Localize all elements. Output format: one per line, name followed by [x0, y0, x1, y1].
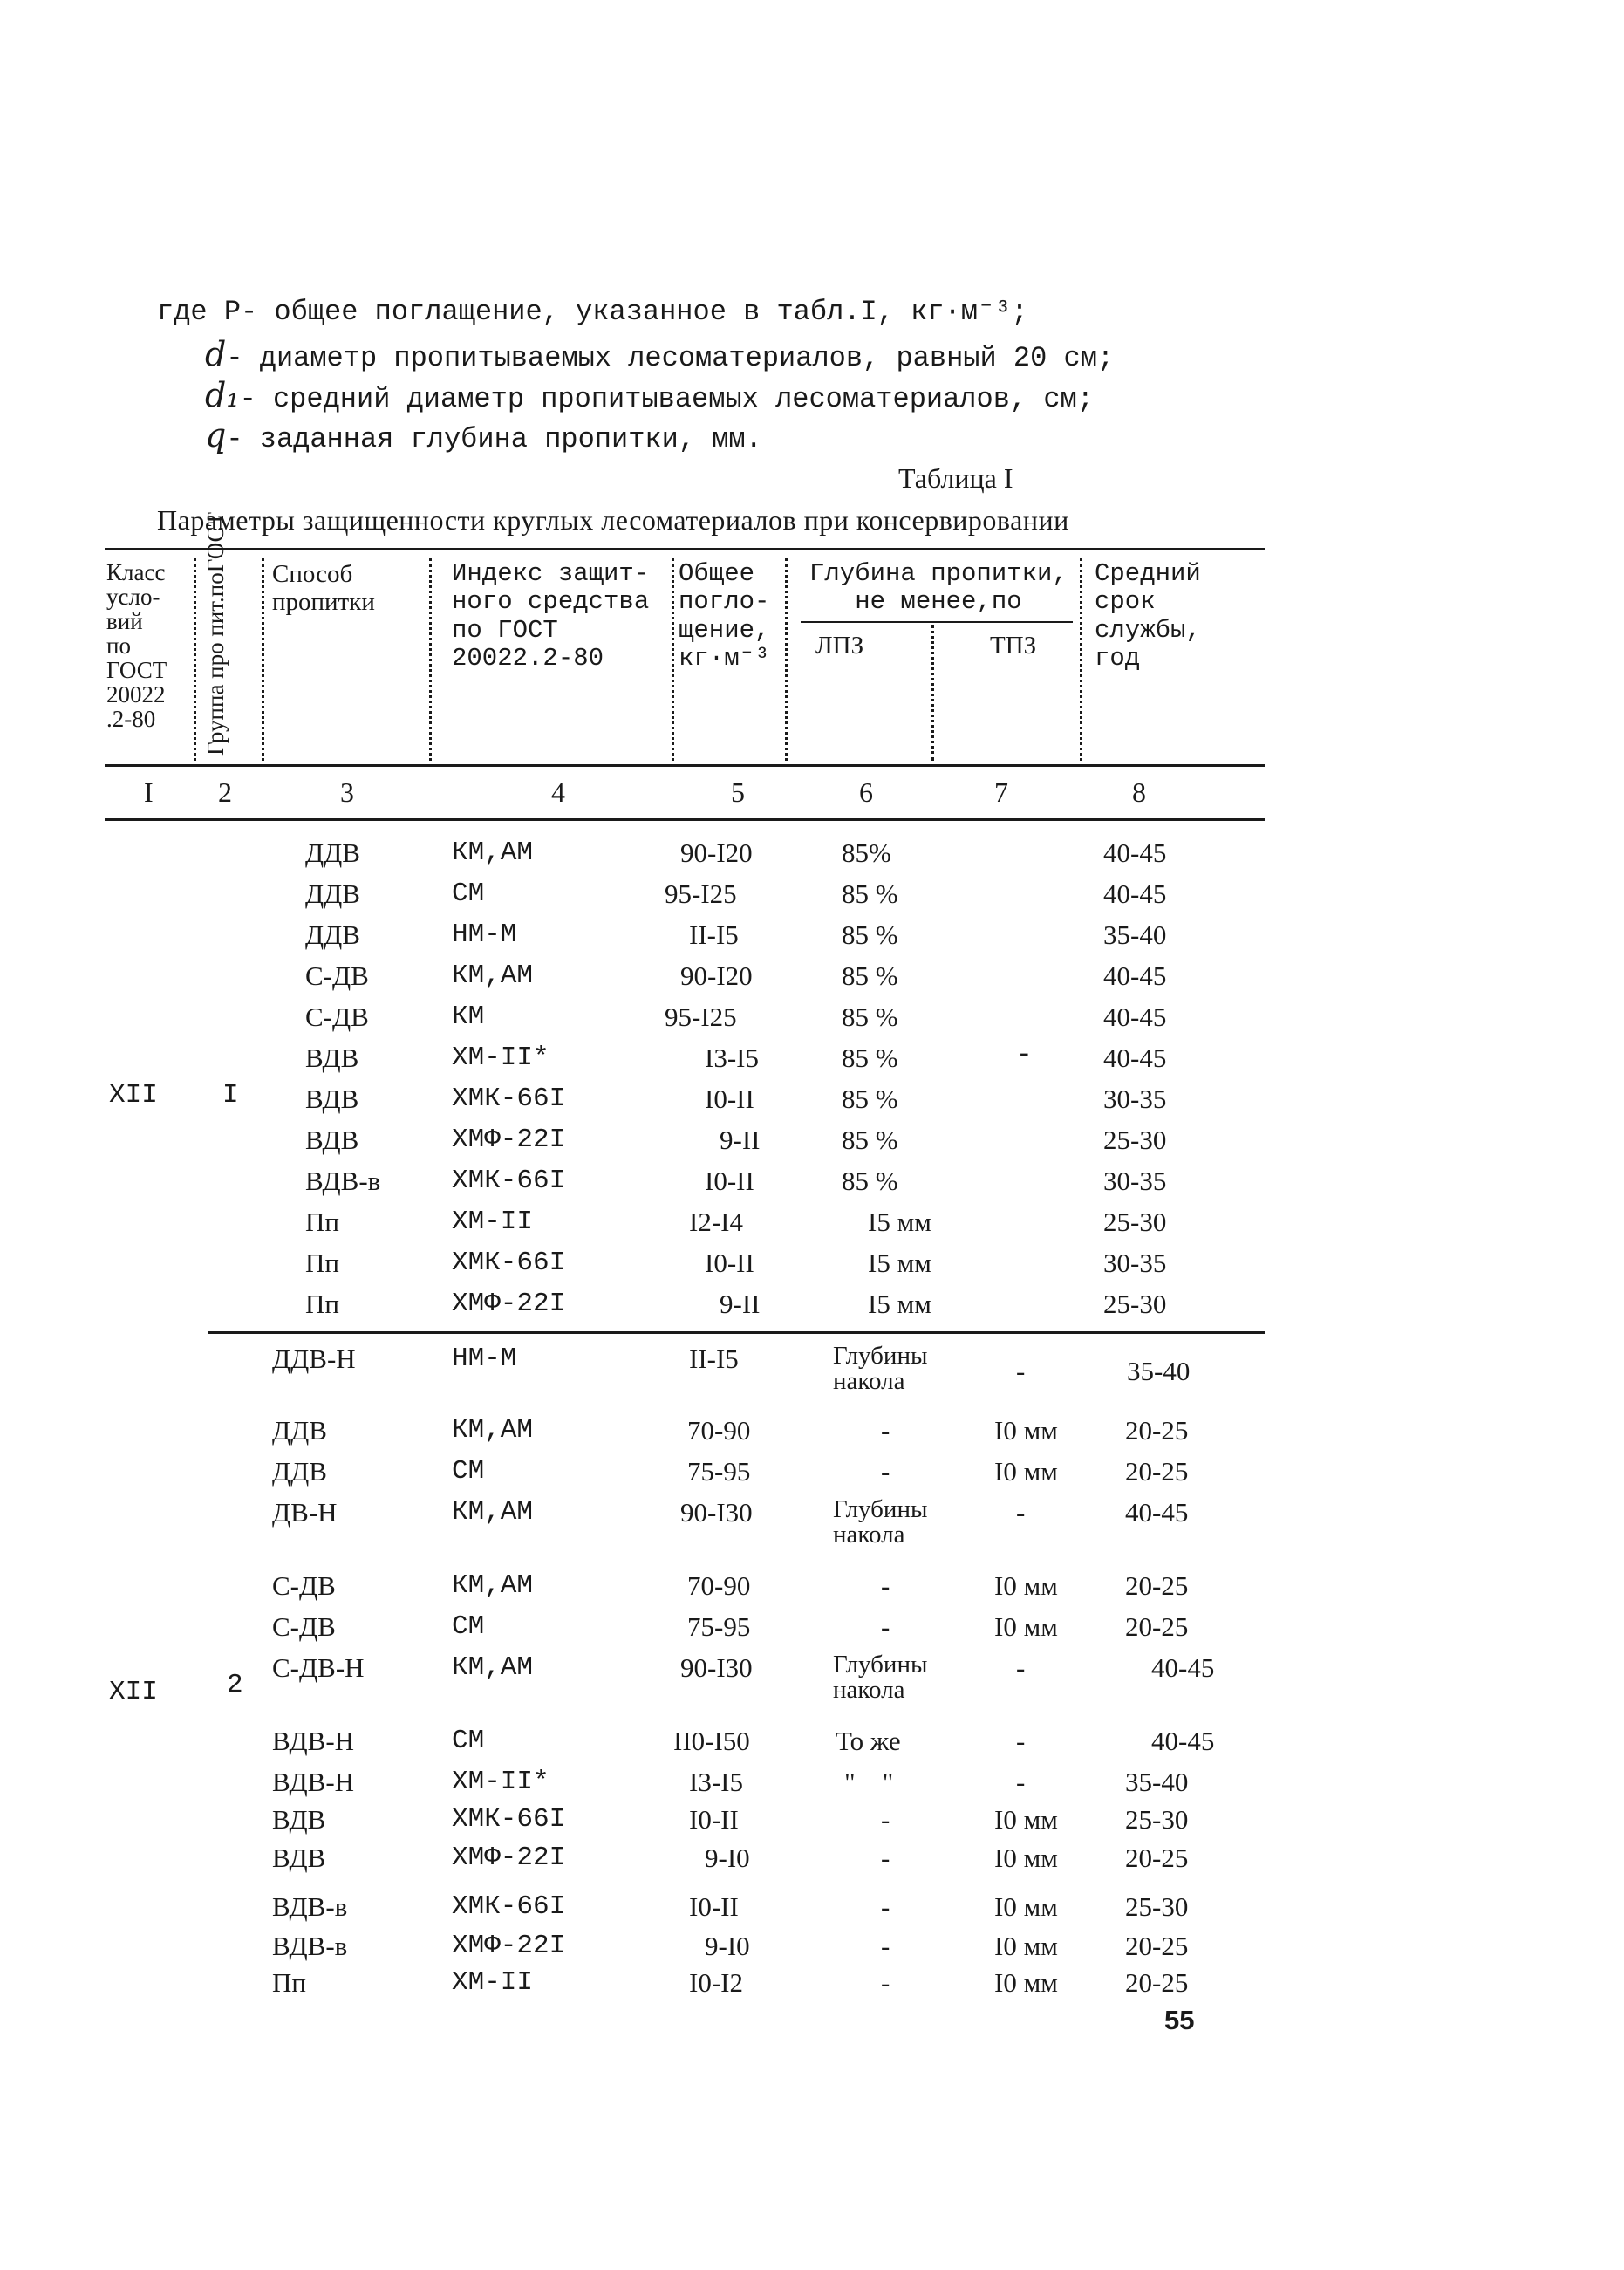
group1-tpz-dash: - — [1016, 1040, 1033, 1070]
colnum-7: 7 — [994, 776, 1008, 808]
cell-life: 25-30 — [1125, 1804, 1189, 1835]
table-row — [0, 1931, 1265, 1966]
cell-life: 35-40 — [1125, 1767, 1189, 1797]
vsep-2 — [262, 558, 264, 761]
vsep-3 — [429, 558, 432, 761]
table-row — [0, 1967, 1265, 2002]
cell-life: 25-30 — [1103, 1125, 1167, 1155]
cell-lpz: 85 % — [842, 1084, 898, 1114]
cell-index: ХМ-II — [452, 1967, 534, 1998]
vsep-7 — [1080, 558, 1082, 761]
cell-lpz: - — [881, 1456, 890, 1487]
cell-method: С-ДВ — [272, 1611, 336, 1642]
cell-life: 40-45 — [1103, 1043, 1167, 1073]
colnum-4: 4 — [551, 776, 565, 808]
table-row — [0, 1084, 1265, 1118]
table-row — [0, 1891, 1265, 1926]
header-class: Класс усло- вий по ГОСТ 20022 .2-80 — [106, 559, 167, 733]
legend-text-3: - средний диаметр пропитываемых лесоматериалов, см; — [239, 383, 1094, 415]
cell-lpz: 85 % — [842, 1166, 898, 1196]
cell-lpz: Глубины накола — [833, 1495, 928, 1549]
cell-lpz: I5 мм — [868, 1289, 931, 1319]
cell-absorption: I0-II — [705, 1248, 754, 1278]
colnum-5: 5 — [731, 776, 745, 808]
cell-index: ХМФ-22I — [452, 1931, 566, 1961]
cell-absorption: II0-I50 — [673, 1726, 750, 1756]
cell-life: 30-35 — [1103, 1084, 1167, 1114]
page-number: 55 — [1164, 2005, 1195, 2035]
cell-method: ВДВ — [272, 1843, 326, 1873]
cell-lpz: Глубины накола — [833, 1651, 928, 1704]
table-title: Параметры защищенности круглых лесоматериалов при консервировании — [157, 504, 1069, 536]
table-row — [0, 1043, 1265, 1077]
colnum-6: 6 — [859, 776, 873, 808]
cell-absorption: 9-II — [720, 1125, 761, 1155]
cell-lpz: - — [881, 1843, 890, 1873]
cell-life: 40-45 — [1125, 1497, 1189, 1528]
table-row — [0, 1652, 1265, 1713]
cell-life: 20-25 — [1125, 1967, 1189, 1998]
cell-lpz: - — [881, 1804, 890, 1835]
cell-absorption: I3-I5 — [705, 1043, 759, 1073]
cell-method: ДВ-Н — [272, 1497, 338, 1528]
header-group: Группа про пит.поГОСТ — [202, 511, 229, 756]
numbers-bottom-rule — [105, 818, 1265, 821]
table-row — [0, 920, 1265, 954]
cell-life: 30-35 — [1103, 1248, 1167, 1278]
table-row — [0, 1207, 1265, 1241]
cell-tpz: - — [1016, 1652, 1026, 1683]
header-method: Способ пропитки — [272, 560, 375, 617]
cell-absorption: I3-I5 — [689, 1767, 743, 1797]
cell-method: ДДВ — [305, 838, 360, 868]
cell-life: 35-40 — [1127, 1356, 1191, 1386]
cell-life: 20-25 — [1125, 1415, 1189, 1446]
cell-method: ВДВ-в — [272, 1891, 348, 1922]
cell-index: ХМ-II — [452, 1207, 534, 1237]
cell-index: КМ,АМ — [452, 1497, 534, 1528]
cell-life: 20-25 — [1125, 1570, 1189, 1601]
cell-lpz: - — [881, 1570, 890, 1601]
cell-life: 40-45 — [1151, 1726, 1215, 1756]
cell-index: ХМ-II* — [452, 1043, 549, 1073]
cell-lpz: Глубины накола — [833, 1342, 928, 1395]
cell-lpz: I5 мм — [868, 1207, 931, 1237]
cell-life: 40-45 — [1103, 879, 1167, 909]
legend-line-1 — [157, 297, 1028, 329]
colnum-2: 2 — [218, 776, 232, 808]
cell-method: ВДВ — [305, 1084, 359, 1114]
vsep-1 — [194, 558, 196, 761]
group2-group: 2 — [227, 1670, 243, 1700]
table-top-rule — [105, 548, 1265, 550]
cell-absorption: 75-95 — [687, 1611, 751, 1642]
table-row — [0, 1289, 1265, 1323]
cell-tpz: I0 мм — [994, 1456, 1058, 1487]
cell-absorption: 9-I0 — [705, 1931, 750, 1961]
cell-tpz: - — [1016, 1726, 1026, 1756]
header-lpz: ЛПЗ — [815, 632, 864, 660]
table-label: Таблица I — [898, 462, 1013, 494]
table-row — [0, 838, 1265, 872]
cell-method: ДДВ — [272, 1456, 327, 1487]
cell-method: С-ДВ — [305, 961, 369, 991]
cell-lpz: - — [881, 1967, 890, 1998]
table-row — [0, 1611, 1265, 1646]
cell-tpz: I0 мм — [994, 1611, 1058, 1642]
cell-absorption: 90-I20 — [680, 961, 753, 991]
cell-absorption: II-I5 — [689, 920, 739, 950]
vsep-4 — [672, 558, 674, 761]
cell-lpz: I5 мм — [868, 1248, 931, 1278]
cell-tpz: - — [1016, 1767, 1026, 1797]
legend-symbol-q: q — [205, 416, 227, 455]
cell-index: ХМФ-22I — [452, 1843, 566, 1873]
colnum-1: I — [144, 776, 154, 808]
colnum-8: 8 — [1132, 776, 1146, 808]
table-row — [0, 1456, 1265, 1491]
cell-lpz: 85 % — [842, 1043, 898, 1073]
cell-life: 25-30 — [1125, 1891, 1189, 1922]
depth-subheader-rule — [801, 621, 1073, 623]
cell-index: НМ-М — [452, 1344, 517, 1374]
legend-text-1: общее поглащение, указанное в табл.I, кг·м⁻³; — [274, 296, 1028, 328]
group1-group: I — [222, 1080, 239, 1111]
cell-index: СМ — [452, 1726, 485, 1756]
cell-method: Пп — [305, 1289, 339, 1319]
cell-tpz: - — [1016, 1356, 1026, 1386]
table-row — [0, 1415, 1265, 1450]
cell-method: Пп — [305, 1207, 339, 1237]
cell-index: КМ,АМ — [452, 838, 534, 868]
cell-index: ХМК-66I — [452, 1891, 566, 1922]
cell-life: 40-45 — [1103, 961, 1167, 991]
cell-absorption: 95-I25 — [665, 879, 737, 909]
cell-lpz: - — [881, 1611, 890, 1642]
cell-absorption: 70-90 — [687, 1415, 751, 1446]
cell-lpz: 85 % — [842, 1002, 898, 1032]
cell-absorption: 9-I0 — [705, 1843, 750, 1873]
legend-line-2 — [205, 336, 1114, 375]
header-index: Индекс защит- ного средства по ГОСТ 20022.2-80 — [452, 559, 650, 673]
cell-tpz: I0 мм — [994, 1804, 1058, 1835]
cell-absorption: 70-90 — [687, 1570, 751, 1601]
cell-lpz: - — [881, 1931, 890, 1961]
cell-method: ВДВ — [305, 1043, 359, 1073]
cell-lpz: - — [881, 1891, 890, 1922]
cell-method: Пп — [272, 1967, 306, 1998]
cell-method: ВДВ-Н — [272, 1726, 355, 1756]
cell-method: Пп — [305, 1248, 339, 1278]
cell-life: 20-25 — [1125, 1843, 1189, 1873]
table-row — [0, 1570, 1265, 1605]
cell-life: 20-25 — [1125, 1611, 1189, 1642]
cell-life: 20-25 — [1125, 1931, 1189, 1961]
cell-absorption: 95-I25 — [665, 1002, 737, 1032]
cell-tpz: I0 мм — [994, 1843, 1058, 1873]
table-row — [0, 961, 1265, 995]
cell-lpz: 85% — [842, 838, 891, 868]
legend-text-4: - заданная глубина пропитки, мм. — [226, 423, 762, 455]
legend-symbol-d1: d₁ — [205, 376, 240, 414]
cell-index: ХМК-66I — [452, 1248, 566, 1278]
cell-method: С-ДВ — [305, 1002, 369, 1032]
cell-index: СМ — [452, 879, 485, 909]
cell-lpz: То же — [836, 1726, 901, 1756]
cell-lpz: 85 % — [842, 961, 898, 991]
cell-method: С-ДВ-Н — [272, 1652, 365, 1683]
cell-index: ХМК-66I — [452, 1166, 566, 1196]
cell-tpz: I0 мм — [994, 1891, 1058, 1922]
cell-absorption: I0-II — [705, 1084, 754, 1114]
cell-life: 25-30 — [1103, 1207, 1167, 1237]
legend-text-2: - диаметр пропитываемых лесоматериалов, равный 20 см; — [226, 342, 1115, 374]
cell-absorption: I0-II — [705, 1166, 754, 1196]
cell-method: ДДВ — [305, 920, 360, 950]
cell-life: 40-45 — [1103, 838, 1167, 868]
cell-life: 20-25 — [1125, 1456, 1189, 1487]
table-row — [0, 879, 1265, 913]
cell-absorption: I0-II — [689, 1804, 739, 1835]
cell-absorption: I2-I4 — [689, 1207, 743, 1237]
cell-lpz: - — [881, 1415, 890, 1446]
cell-lpz: " " — [844, 1767, 894, 1797]
cell-index: НМ-М — [452, 920, 517, 950]
table-row — [0, 1125, 1265, 1159]
cell-tpz: I0 мм — [994, 1415, 1058, 1446]
header-depth: Глубина пропитки, не менее,по — [809, 559, 1068, 617]
cell-index: КМ — [452, 1002, 485, 1032]
table-row — [0, 1166, 1265, 1200]
cell-index: КМ,АМ — [452, 961, 534, 991]
vsep-6 — [931, 625, 934, 761]
header-bottom-rule — [105, 764, 1265, 767]
group1-class: XII — [109, 1080, 158, 1111]
cell-absorption: 90-I20 — [680, 838, 753, 868]
vsep-5 — [785, 558, 788, 761]
table-row — [0, 1804, 1265, 1839]
header-life: Средний срок службы, год — [1095, 559, 1201, 673]
cell-method: ВДВ-Н — [272, 1767, 355, 1797]
cell-tpz: - — [1016, 1497, 1026, 1528]
cell-absorption: 9-II — [720, 1289, 761, 1319]
group2-class: XII — [109, 1677, 158, 1707]
cell-absorption: II-I5 — [689, 1344, 739, 1374]
cell-index: ХМФ-22I — [452, 1125, 566, 1155]
cell-absorption: 75-95 — [687, 1456, 751, 1487]
cell-index: СМ — [452, 1611, 485, 1642]
cell-index: КМ,АМ — [452, 1415, 534, 1446]
cell-tpz: I0 мм — [994, 1931, 1058, 1961]
table-row — [0, 1843, 1265, 1877]
cell-method: ВДВ — [305, 1125, 359, 1155]
cell-index: ХМК-66I — [452, 1804, 566, 1835]
cell-method: ДДВ — [305, 879, 360, 909]
cell-lpz: 85 % — [842, 879, 898, 909]
cell-method: ВДВ — [272, 1804, 326, 1835]
cell-life: 25-30 — [1103, 1289, 1167, 1319]
header-tpz: ТПЗ — [990, 632, 1037, 660]
legend-line-4 — [205, 417, 762, 456]
cell-absorption: I0-I2 — [689, 1967, 743, 1998]
cell-method: ВДВ-в — [272, 1931, 348, 1961]
legend-prefix: где Р- — [157, 296, 258, 328]
cell-method: ДДВ — [272, 1415, 327, 1446]
cell-absorption: I0-II — [689, 1891, 739, 1922]
table-row — [0, 1726, 1265, 1761]
cell-method: С-ДВ — [272, 1570, 336, 1601]
cell-absorption: 90-I30 — [680, 1497, 753, 1528]
cell-index: ХМ-II* — [452, 1767, 549, 1797]
table-row — [0, 1002, 1265, 1036]
cell-lpz: 85 % — [842, 920, 898, 950]
header-absorption: Общее погло- щение, кг·м⁻³ — [679, 559, 770, 673]
colnum-3: 3 — [340, 776, 354, 808]
cell-lpz: 85 % — [842, 1125, 898, 1155]
legend-line-3 — [205, 377, 1094, 416]
cell-index: ХМФ-22I — [452, 1289, 566, 1319]
group-divider-rule — [208, 1331, 1265, 1334]
cell-index: ХМК-66I — [452, 1084, 566, 1114]
table-row — [0, 1497, 1265, 1558]
cell-method: ВДВ-в — [305, 1166, 381, 1196]
legend-symbol-d: d — [205, 335, 227, 373]
cell-tpz: I0 мм — [994, 1967, 1058, 1998]
table-row — [0, 1248, 1265, 1282]
cell-life: 40-45 — [1103, 1002, 1167, 1032]
cell-index: КМ,АМ — [452, 1652, 534, 1683]
cell-life: 40-45 — [1151, 1652, 1215, 1683]
cell-absorption: 90-I30 — [680, 1652, 753, 1683]
cell-tpz: I0 мм — [994, 1570, 1058, 1601]
cell-life: 35-40 — [1103, 920, 1167, 950]
cell-method: ДДВ-Н — [272, 1344, 356, 1374]
cell-life: 30-35 — [1103, 1166, 1167, 1196]
table-row — [0, 1344, 1265, 1405]
table-row — [0, 1767, 1265, 1802]
cell-index: СМ — [452, 1456, 485, 1487]
cell-index: КМ,АМ — [452, 1570, 534, 1601]
